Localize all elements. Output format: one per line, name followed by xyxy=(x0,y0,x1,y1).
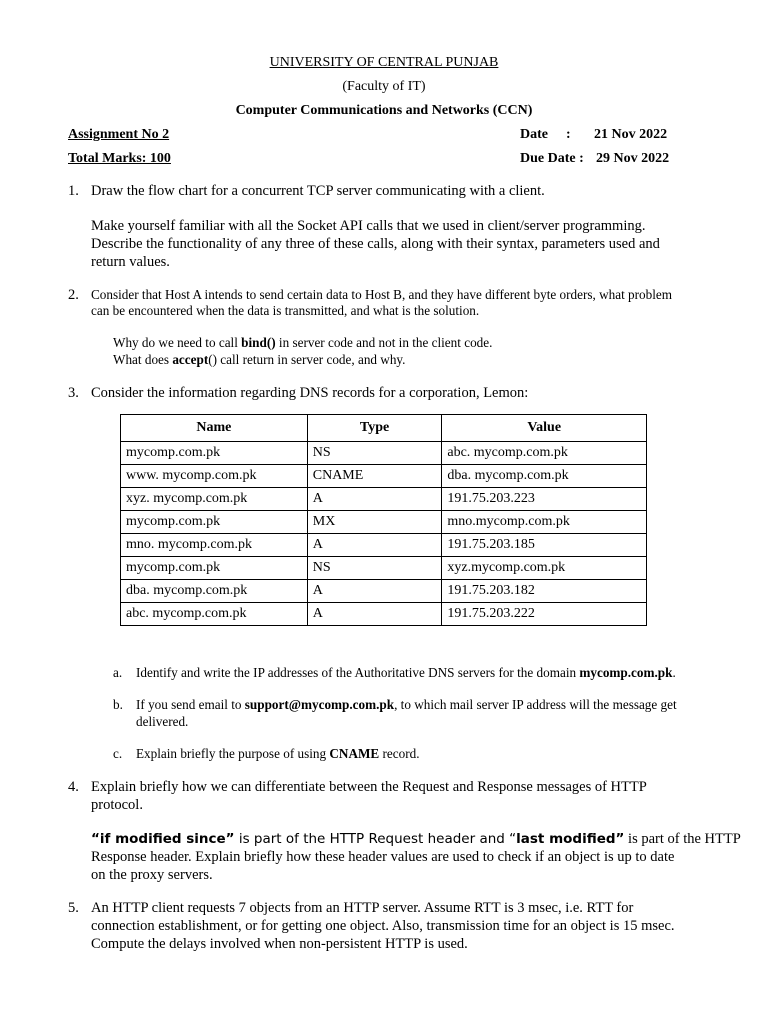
course-title: Computer Communications and Networks (CCN) xyxy=(235,103,533,118)
table-header-row xyxy=(121,415,647,442)
q4-line1: Explain briefly how we can differentiate between the Request and Response messages of HTTP xyxy=(91,779,647,795)
cell-name: dba. mycomp.com.pk xyxy=(121,580,308,603)
q4-p2-line3: on the proxy servers. xyxy=(91,867,213,883)
cell-type: A xyxy=(307,488,442,511)
q3a-text: Identify and write the IP addresses of the Authoritative DNS servers for the domain mycomp.com.pk. xyxy=(136,665,676,680)
q1-number: 1. xyxy=(68,183,79,199)
cell-name: mycomp.com.pk xyxy=(121,442,308,465)
q2-line2: can be encountered when the data is transmitted, and what is the solution. xyxy=(91,303,480,318)
q4-p2-line2: Response header. Explain briefly how these header values are used to check if an object is up to date xyxy=(91,849,675,865)
cell-value: abc. mycomp.com.pk xyxy=(442,442,647,465)
q5-line2: connection establishment, or for getting one object. Also, transmission time for an object is 15 msec. xyxy=(91,918,675,934)
column-header-value: Value xyxy=(442,415,647,442)
q3b-text: If you send email to support@mycomp.com.pk, to which mail server IP address will the message get xyxy=(136,697,677,712)
q3-number: 3. xyxy=(68,385,79,401)
assignment-number: Assignment No 2 xyxy=(68,127,170,142)
cell-type: A xyxy=(307,603,442,626)
table-row xyxy=(121,511,647,534)
q3c-label: c. xyxy=(113,746,123,761)
date-colon: : xyxy=(566,127,571,142)
cell-value: 191.75.203.222 xyxy=(442,603,647,626)
q2-line1: Consider that Host A intends to send certain data to Host B, and they have different byte orders, what problem xyxy=(91,287,672,302)
q3b-label: b. xyxy=(113,697,123,712)
cell-name: abc. mycomp.com.pk xyxy=(121,603,308,626)
cell-name: xyz. mycomp.com.pk xyxy=(121,488,308,511)
table-row xyxy=(121,580,647,603)
q1-p2-line2: Describe the functionality of any three of these calls, along with their syntax, parameters used and xyxy=(91,236,660,252)
due-date-label: Due Date : xyxy=(520,151,584,166)
column-header-name: Name xyxy=(121,415,308,442)
cell-name: mno. mycomp.com.pk xyxy=(121,534,308,557)
q1-p2-line1: Make yourself familiar with all the Socket API calls that we used in client/server programming. xyxy=(91,218,646,234)
cell-value: dba. mycomp.com.pk xyxy=(442,465,647,488)
dns-records-table xyxy=(120,414,647,626)
cell-type: A xyxy=(307,580,442,603)
cell-name: mycomp.com.pk xyxy=(121,557,308,580)
q2-number: 2. xyxy=(68,287,79,303)
cell-type: A xyxy=(307,534,442,557)
cell-value: 191.75.203.182 xyxy=(442,580,647,603)
cell-value: mno.mycomp.com.pk xyxy=(442,511,647,534)
table-row xyxy=(121,465,647,488)
cell-value: 191.75.203.223 xyxy=(442,488,647,511)
q2-bind-question: Why do we need to call bind() in server code and not in the client code. xyxy=(113,335,493,350)
cell-type: MX xyxy=(307,511,442,534)
q4-number: 4. xyxy=(68,779,79,795)
cell-type: NS xyxy=(307,442,442,465)
table-row xyxy=(121,488,647,511)
q3a-label: a. xyxy=(113,665,123,680)
table-row xyxy=(121,603,647,626)
total-marks: Total Marks: 100 xyxy=(68,151,171,166)
q3b-text-line2: delivered. xyxy=(136,714,189,729)
table-row xyxy=(121,557,647,580)
cell-name: www. mycomp.com.pk xyxy=(121,465,308,488)
date-label: Date xyxy=(520,127,548,142)
q3c-text: Explain briefly the purpose of using CNAME record. xyxy=(136,746,420,761)
q1-text: Draw the flow chart for a concurrent TCP server communicating with a client. xyxy=(91,183,545,199)
faculty-name: (Faculty of IT) xyxy=(342,79,426,94)
q4-line2: protocol. xyxy=(91,797,143,813)
cell-type: CNAME xyxy=(307,465,442,488)
cell-value: xyz.mycomp.com.pk xyxy=(442,557,647,580)
q1-p2-line3: return values. xyxy=(91,254,170,270)
cell-type: NS xyxy=(307,557,442,580)
column-header-type: Type xyxy=(307,415,442,442)
date-value: 21 Nov 2022 xyxy=(594,127,668,142)
q4-p2-line1: “if modified since” is part of the HTTP Request header and “last modified” is part of the HTTP xyxy=(91,831,741,847)
cell-name: mycomp.com.pk xyxy=(121,511,308,534)
q2-accept-question: What does accept() call return in server code, and why. xyxy=(113,352,406,367)
q5-line1: An HTTP client requests 7 objects from an HTTP server. Assume RTT is 3 msec, i.e. RTT for xyxy=(91,900,634,916)
q3-intro: Consider the information regarding DNS records for a corporation, Lemon: xyxy=(91,385,529,401)
q5-number: 5. xyxy=(68,900,79,916)
q5-line3: Compute the delays involved when non-persistent HTTP is used. xyxy=(91,936,468,952)
table-row xyxy=(121,442,647,465)
cell-value: 191.75.203.185 xyxy=(442,534,647,557)
due-date-value: 29 Nov 2022 xyxy=(596,151,670,166)
table-row xyxy=(121,534,647,557)
university-name: UNIVERSITY OF CENTRAL PUNJAB xyxy=(269,55,499,70)
